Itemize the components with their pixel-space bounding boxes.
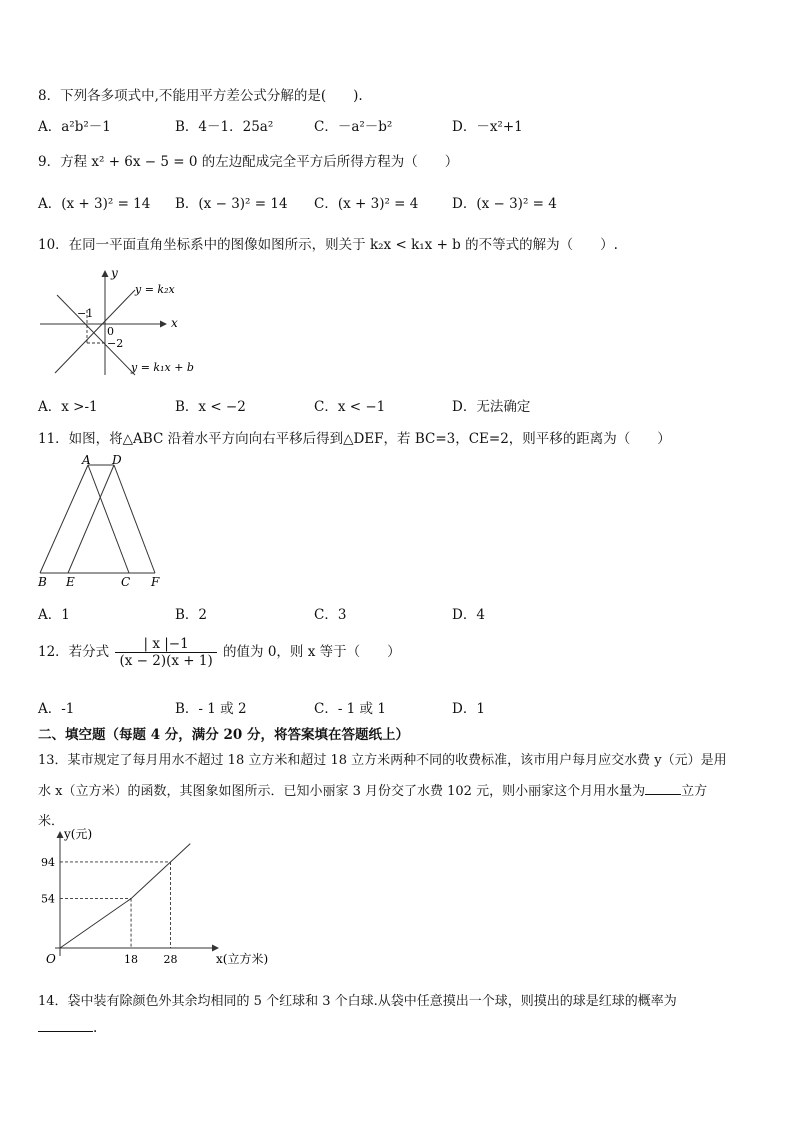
q10-line1-label: y = k₂x — [135, 283, 175, 296]
q9-option-a: A．(x + 3)² = 14 — [38, 196, 151, 212]
q12-option-b: B．- 1 或 2 — [175, 701, 247, 717]
q13-line3: 米． — [38, 814, 65, 829]
q13-line1: 13．某市规定了每月用水不超过 18 立方米和超过 18 立方米两种不同的收费标准，该市用户每月应交水费 y（元）是用 — [38, 753, 727, 768]
origin-label: O — [46, 952, 56, 966]
q8-option-d: D．－x²+1 — [452, 119, 523, 135]
q12-option-c: C．- 1 或 1 — [314, 701, 386, 717]
q10-line2-label: y = k₁x + b — [131, 361, 194, 374]
q10-option-b: B．x < −2 — [175, 399, 246, 415]
q11-label-a: A — [82, 453, 91, 467]
q10-origin: 0 — [107, 325, 114, 338]
q11-figure — [35, 455, 175, 590]
q11-label-c: C — [121, 575, 131, 589]
section2-title: 二、填空题（每题 4 分，满分 20 分，将答案填在答题纸上） — [38, 727, 409, 743]
q12-fraction-denominator: (x − 2)(x + 1) — [119, 653, 213, 669]
q12-fraction — [115, 636, 216, 669]
q10-x-label: x — [171, 316, 178, 330]
q9-stem: 9．方程 x² + 6x − 5 = 0 的左边配成完全平方后所得方程为（ ） — [38, 154, 459, 170]
x-tick-label: 18 — [124, 953, 139, 966]
q11-label-b: B — [38, 575, 47, 589]
q11-option-a: A．1 — [38, 607, 70, 623]
q11-label-e: E — [66, 575, 75, 589]
q9-option-c: C．(x + 3)² = 4 — [314, 196, 419, 212]
y-axis-arrow — [57, 831, 64, 838]
q13-chart — [35, 827, 269, 975]
q10-figure — [35, 265, 235, 385]
q12-option-d: D．1 — [452, 701, 485, 717]
q13-line2-a: 水 x（立方米）的函数，其图象如图所示．已知小丽家 3 月份交了水费 102 元，则小丽家这个月用水量为 — [38, 784, 646, 799]
x-axis-label: x(立方米) — [216, 952, 269, 966]
q10-mark-x: −1 — [77, 307, 94, 320]
q12-fraction-numerator: | x |−1 — [115, 636, 216, 653]
q14-line2 — [38, 1020, 97, 1036]
q11-stem: 11．如图，将△ABC 沿着水平方向向右平移后得到△DEF，若 BC=3，CE=2，则平移的距离为（ ） — [38, 431, 671, 447]
q12-stem-before: 12．若分式 — [38, 644, 110, 660]
q8-stem: 8．下列各多项式中,不能用平方差公式分解的是( ). — [38, 88, 363, 104]
q14-answer-blank[interactable] — [38, 1030, 93, 1032]
y-tick-label: 54 — [41, 892, 55, 906]
q8-option-b: B．4－1．25a² — [175, 119, 274, 135]
q8-option-c: C．－a²－b² — [314, 119, 393, 135]
q12-stem-after: 的值为 0，则 x 等于（ ） — [223, 644, 401, 660]
q11-option-d: D．4 — [452, 607, 485, 623]
q8-option-a: A．a²b²－1 — [38, 119, 111, 135]
q13-answer-blank[interactable] — [645, 793, 681, 795]
q10-option-c: C．x < −1 — [314, 399, 386, 415]
q11-option-c: C．3 — [314, 607, 347, 623]
q13-line2-b: 立方 — [681, 784, 708, 799]
x-tick-label: 28 — [163, 953, 178, 966]
x-axis-arrow — [212, 945, 219, 952]
q12-stem — [38, 636, 401, 669]
q14-line1: 14．袋中装有除颜色外其余均相同的 5 个红球和 3 个白球.从袋中任意摸出一个球，则摸出的球是红球的概率为 — [38, 994, 677, 1009]
q11-label-f: F — [151, 575, 160, 589]
q10-option-d: D．无法确定 — [452, 399, 531, 415]
y-tick-label: 94 — [41, 855, 55, 869]
q10-y-label: y — [111, 266, 118, 280]
q10-mark-y: −2 — [107, 337, 124, 350]
y-axis-label: y(元) — [64, 827, 93, 841]
q13-line2 — [38, 780, 707, 799]
q11-label-d: D — [112, 453, 122, 467]
q10-stem: 10．在同一平面直角坐标系中的图像如图所示，则关于 k₂x < k₁x + b 的不等式的解为（ ）. — [38, 237, 618, 253]
q12-option-a: A．-1 — [38, 701, 75, 717]
q9-option-d: D．(x − 3)² = 4 — [452, 196, 557, 212]
q9-option-b: B．(x − 3)² = 14 — [175, 196, 288, 212]
q10-option-a: A．x >-1 — [38, 399, 98, 415]
q11-option-b: B．2 — [175, 607, 208, 623]
q14-line2-end: . — [93, 1020, 98, 1036]
